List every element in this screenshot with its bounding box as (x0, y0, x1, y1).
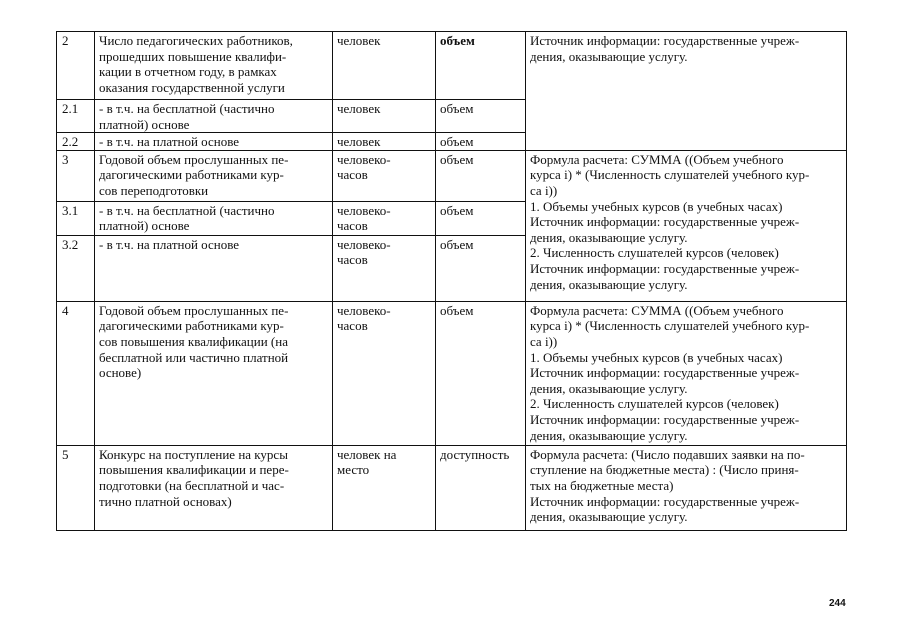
unit-of-measure: человеко- часов (333, 235, 436, 301)
indicator-type: объем (436, 100, 526, 133)
indicators-table (56, 31, 847, 531)
table-row (57, 301, 847, 445)
calculation-formula: Формула расчета: СУММА ((Объем учебного курса i) * (Численность слушателей учебного кур- са i)) 1. Объемы учебных курсов (в учебных часах) Источник информации: государственные учреж- дения, оказывающие услугу. 2. Численность слушателей курсов (человек) Источник информации: государственные учреж- дения, оказывающие услугу. (526, 150, 847, 301)
indicator-name: Конкурс на поступление на курсы повышения квалификации и пере- подготовки (на бесплатной и час- тично платной основах) (95, 445, 333, 530)
indicator-type: доступность (436, 445, 526, 530)
calculation-formula: Источник информации: государственные учреж- дения, оказывающие услугу. (526, 32, 847, 151)
row-number: 2.2 (57, 133, 95, 151)
indicator-type: объем (436, 32, 526, 100)
unit-of-measure: человеко- часов (333, 301, 436, 445)
unit-of-measure: человек на место (333, 445, 436, 530)
row-number: 5 (57, 445, 95, 530)
indicator-name: Число педагогических работников, прошедших повышение квалифи- кации в отчетном году, в рамках оказания государственной услуги (95, 32, 333, 100)
unit-of-measure: человеко- часов (333, 201, 436, 235)
calculation-formula: Формула расчета: (Число подавших заявки на по- ступление на бюджетные места) : (Число приня- тых на бюджетные места) Источник информации: государственные учреж- дения, оказывающие услугу. (526, 445, 847, 530)
indicator-name: - в т.ч. на платной основе (95, 235, 333, 301)
table-row (57, 150, 847, 201)
indicator-name: Годовой объем прослушанных пе- дагогическими работниками кур- сов переподготовки (95, 150, 333, 201)
unit-of-measure: человек (333, 100, 436, 133)
indicator-type: объем (436, 235, 526, 301)
row-number: 2 (57, 32, 95, 100)
indicator-type: объем (436, 133, 526, 151)
row-number: 4 (57, 301, 95, 445)
row-number: 3.1 (57, 201, 95, 235)
row-number: 2.1 (57, 100, 95, 133)
table-row (57, 32, 847, 100)
page-number: 244 (829, 598, 846, 609)
row-number: 3.2 (57, 235, 95, 301)
unit-of-measure: человек (333, 32, 436, 100)
unit-of-measure: человек (333, 133, 436, 151)
indicator-name: Годовой объем прослушанных пе- дагогическими работниками кур- сов повышения квалификации (на бесплатной или частично платной основе) (95, 301, 333, 445)
unit-of-measure: человеко- часов (333, 150, 436, 201)
indicator-type: объем (436, 150, 526, 201)
row-number: 3 (57, 150, 95, 201)
indicator-type: объем (436, 301, 526, 445)
table-row (57, 445, 847, 530)
indicator-name: - в т.ч. на бесплатной (частично платной) основе (95, 100, 333, 133)
indicator-name: - в т.ч. на платной основе (95, 133, 333, 151)
calculation-formula: Формула расчета: СУММА ((Объем учебного курса i) * (Численность слушателей учебного кур- са i)) 1. Объемы учебных курсов (в учебных часах) Источник информации: государственные учреж- дения, оказывающие услугу. 2. Численность слушателей курсов (человек) Источник информации: государственные учреж- дения, оказывающие услугу. (526, 301, 847, 445)
indicator-type: объем (436, 201, 526, 235)
indicator-name: - в т.ч. на бесплатной (частично платной) основе (95, 201, 333, 235)
